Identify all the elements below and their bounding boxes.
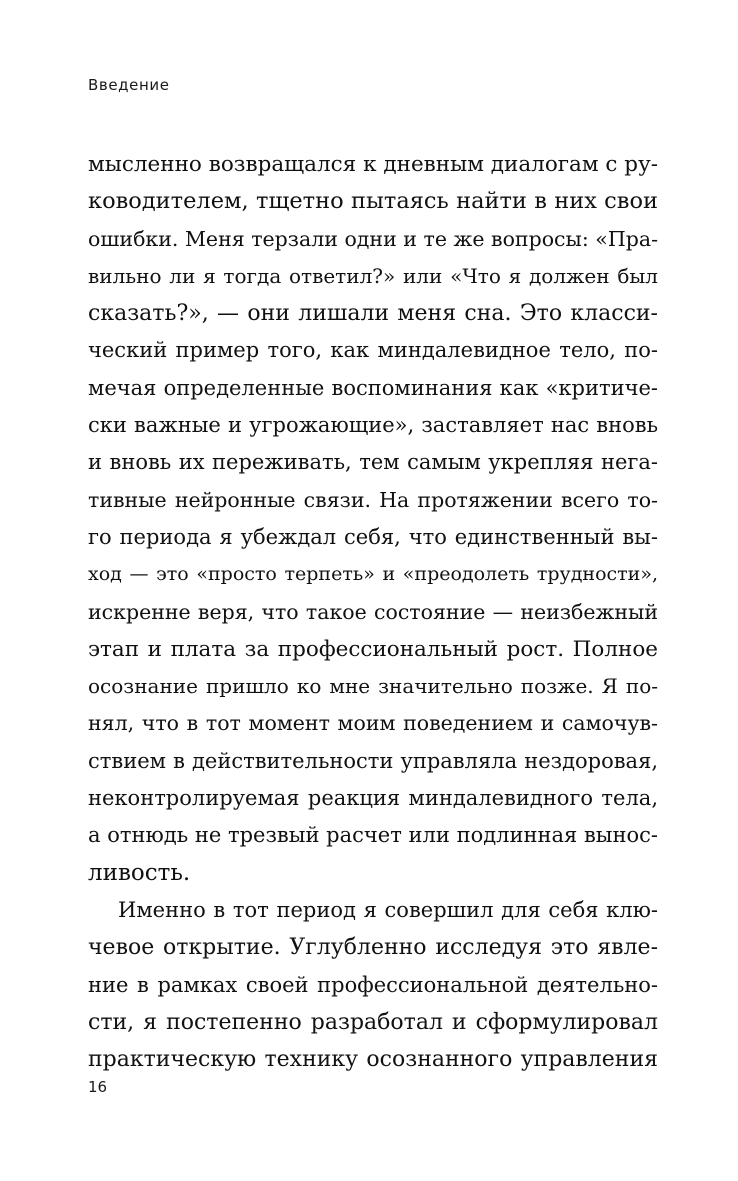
text-line: и вновь их переживать, тем самым укрепляя нега- [88,450,658,475]
text-line: неконтролируемая реакция миндалевидного тела, [88,786,658,811]
text-line: сти, я постепенно разработал и сформулировал [88,1009,658,1035]
text-line: этап и плата за профессиональный рост. Полное [88,636,658,662]
text-line: чевое открытие. Углубленно исследуя это явле- [88,935,658,961]
text-line: ски важные и угрожающие», заставляет нас вновь [88,413,658,438]
body-text [88,146,658,1078]
text-line: ливость. [88,859,191,886]
text-line: ческий пример того, как миндалевидное тело, по- [88,338,658,363]
paragraph-2 [88,892,658,1078]
text-line: а отнюдь не трезвый расчет или подлинная вынос- [88,823,658,848]
running-head: Введение [88,76,170,94]
text-line: тивные нейронные связи. На протяжении всего то- [88,487,658,512]
text-line: осознание пришло ко мне значительно позже. Я по- [88,674,658,699]
text-line: практическую технику осознанного управления [88,1047,658,1073]
text-line: сказать?», — они лишали меня сна. Это класси- [88,301,658,327]
text-line: го периода я убеждал себя, что единственный вы- [88,524,658,549]
text-line: мысленно возвращался к дневным диалогам с ру- [88,152,658,177]
text-line: вильно ли я тогда ответил?» или «Что я должен был [88,263,658,288]
text-line: Именно в тот период я совершил для себя клю- [118,897,658,922]
text-line: нял, что в тот момент моим поведением и самочув- [88,711,658,736]
text-line: мечая определенные воспоминания как «критиче- [88,375,658,400]
text-line: ководителем, тщетно пытаясь найти в них свои [88,188,658,215]
paragraph-1 [88,146,658,892]
text-line: ствием в действительности управляла нездоровая, [88,748,658,773]
text-line: искренне веря, что такое состояние — неизбежный [88,599,658,624]
text-line: ошибки. Меня терзали одни и те же вопросы: «Пра- [88,226,658,251]
text-line: ход — это «просто терпеть» и «преодолеть трудности», [88,563,658,586]
page-number: 16 [88,1078,108,1096]
text-line: ние в рамках своей профессиональной деятельно- [88,972,658,997]
